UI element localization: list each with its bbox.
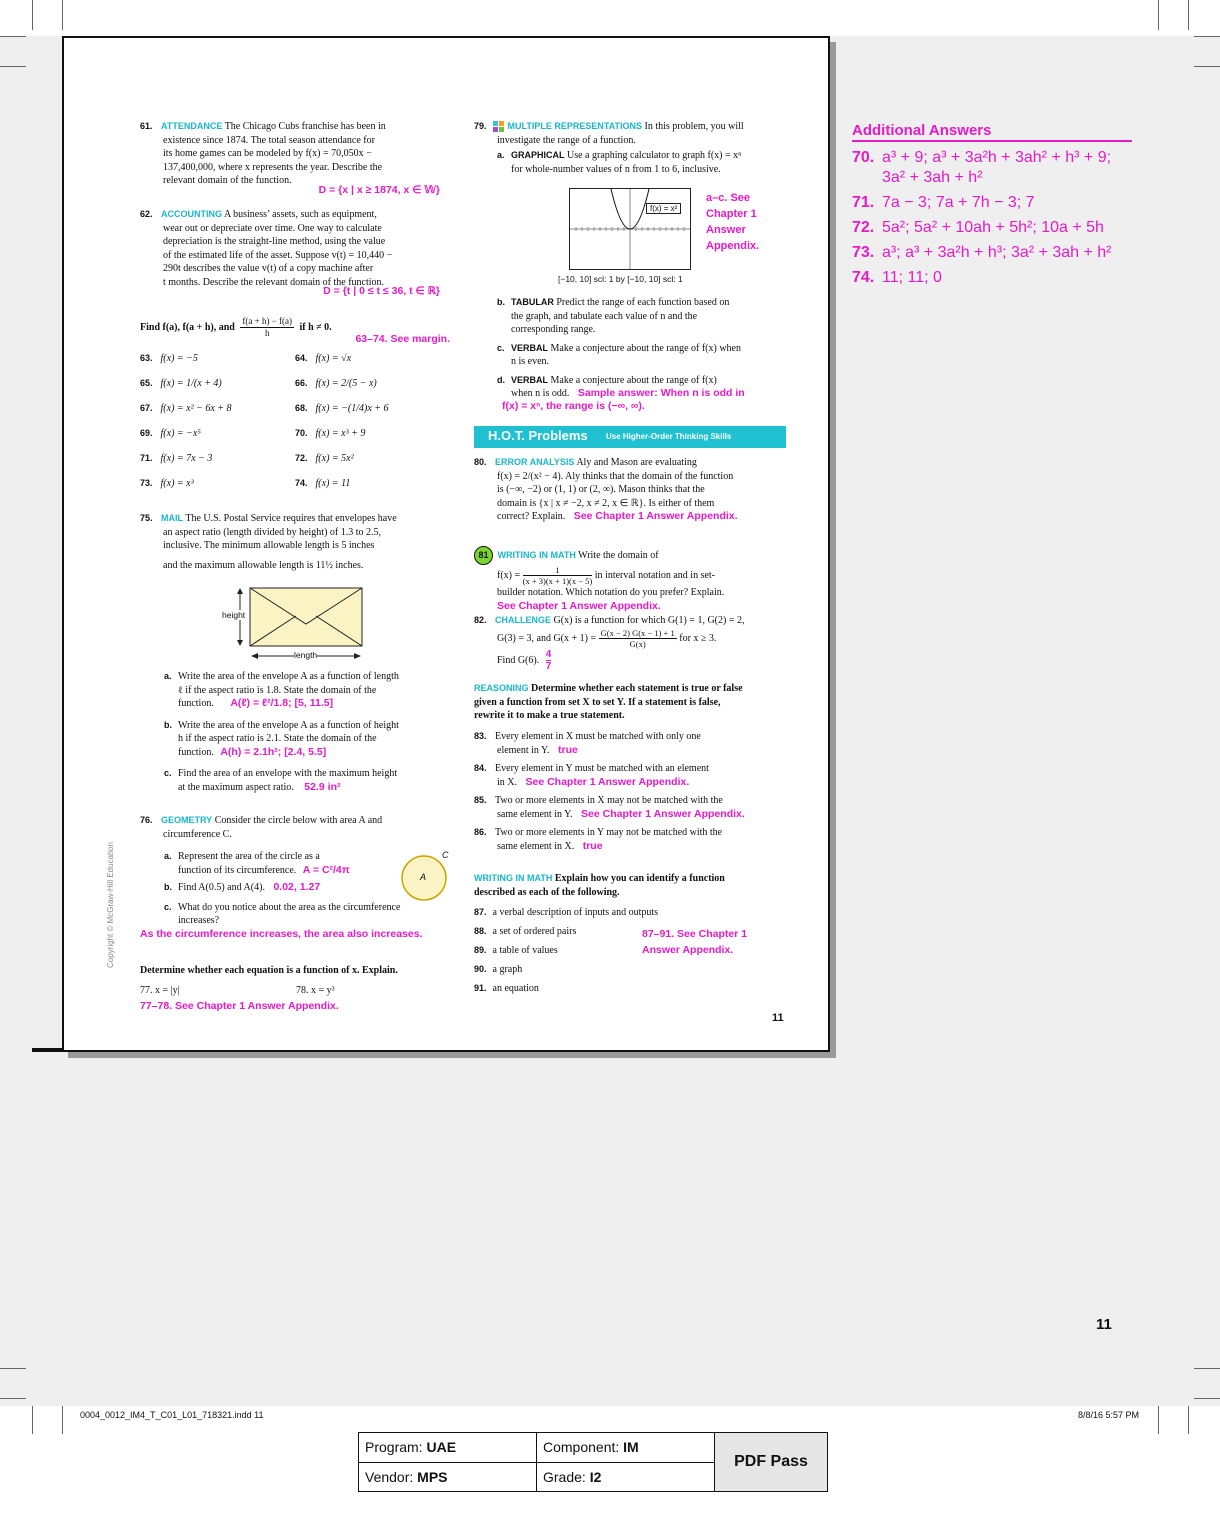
answer-63-74: 63–74. See margin. [355,333,450,345]
writing-in-math-instruction: WRITING IN MATH Explain how you can identify a function described as each of the following. [474,873,725,898]
reasoning-item: 86. Two or more elements in Y may not be matched with the same element in X. true [474,827,723,852]
writing-item: 90. a graph [474,964,523,975]
crop-mark [1158,1406,1159,1434]
circle-figure [394,846,454,902]
reasoning-item: 85. Two or more elements in X may not be matched with the same element in Y. See Chapter 1 Answer Appendix. [474,795,745,820]
problem-79: 79. MULTIPLE REPRESENTATIONS In this problem, you will investigate the range of a function. a. GRAPHICAL Use a graphing calculator to graph f(x) = xⁿ for whole-number values of n from 1 to 6, inclusive. [474,121,744,175]
exercise-item: 74. f(x) = 11 [295,478,351,489]
answer-75a: A(ℓ) = ℓ²/1.8; [5, 11.5] [230,697,334,709]
crop-mark [0,1368,26,1369]
multiple-representations-icon [493,121,505,132]
exercise-item: 73. f(x) = x³ [140,478,194,489]
writing-item: 89. a table of values [474,945,558,956]
answer-75c: 52.9 in² [304,780,341,793]
problem-81-badge: 81 [474,546,493,565]
answer-76c: As the circumference increases, the area also increases. [140,928,423,940]
page-left-edge [32,36,66,1052]
additional-answer-item: 74. 11; 11; 0 [852,269,942,286]
crop-mark [1188,0,1189,30]
equation-77: 77. x = |y| [140,985,180,996]
determine-instruction: Determine whether each equation is a function of x. Explain. [140,965,398,976]
problem-76: 76. GEOMETRY Consider the circle below with area A and circumference C. [140,815,383,840]
writing-item: 91. an equation [474,983,539,994]
additional-answer-item: 73. a³; a³ + 3a²h + h³; 3a² + 3ah + h² [852,244,1112,261]
problem-75-parts: a. Write the area of the envelope A as a function of length ℓ if the aspect ratio is 1.8. State the domain of the function. A(ℓ) = ℓ²/1.8; [5, 11.5] b. Write the area of the envelope A as a function of height h if the aspect ratio is 2.1. State the domain of the function. A(h) = 2.1h²; [2.4, 5.5] c. Find the area of an envelope with the maximum height at the maximum aspect ratio. 52.9 in² [164,671,399,793]
additional-answers-title: Additional Answers [852,122,1132,142]
answer-82: $\frac{4}{7}$ [545,648,552,672]
exercise-item: 66. f(x) = 2/(5 − x) [295,378,377,389]
answer-62: D = {t | 0 ≤ t ≤ 36, t ∈ ℝ} [323,285,440,297]
answer-79d-cont: f(x) = xⁿ, the range is (−∞, ∞). [502,400,645,412]
reasoning-instruction: REASONING Determine whether each statement is true or false given a function from set X to set Y. If a statement is false, rewrite it to make a true statement. [474,683,743,721]
answer-87-91: 87–91. See Chapter 1 Answer Appendix. [642,928,748,956]
graph-legend: f(x) = x² [646,203,681,214]
additional-answer-item: 71. 7a − 3; 7a + 7h − 3; 7 [852,194,1035,211]
additional-answer-item: 72. 5a²; 5a² + 10ah + 5h²; 10a + 5h [852,219,1104,236]
graph-window: [−10, 10] scl: 1 by [−10, 10] scl: 1 [558,274,683,284]
problem-76-parts: a. Represent the area of the circle as a function of its circumference. A = C²/4π b. Find A(0.5) and A(4). 0.02, 1.27 c. What do you notice about the area as the circumference increases? [164,851,401,926]
height-label: height [222,610,246,620]
circle-circumference-label: C [442,850,449,860]
problem-61: 61. ATTENDANCE The Chicago Cubs franchise has been in existence since 1874. The total season attendance for its home games can be modeled by f(x) = 70,050x − 137,400,000, where x represents the year. Describe the relevant domain of the function. D = {x | x ≥ 1874, x ∈ 𝕎} [140,121,440,196]
crop-mark [1194,36,1220,37]
answer-77-78: 77–78. See Chapter 1 Answer Appendix. [140,1000,339,1012]
reasoning-answer: true [582,839,603,852]
reasoning-answer: true [558,743,578,756]
crop-mark [0,1398,26,1399]
problem-82: 82. CHALLENGE G(x) is a function for which G(1) = 1, G(2) = 2, G(3) = 3, and G(x + 1) = $\frac{G(x - 2) G(x - 1) + 1}{G(x)}$ for x ≥ 3. Find G(6). $\frac{4}{7}$ [474,615,745,672]
reasoning-item: 83. Every element in X must be matched with only one element in Y. true [474,731,701,756]
answer-61: D = {x | x ≥ 1874, x ∈ 𝕎} [318,183,440,196]
exercise-item: 68. f(x) = −(1/4)x + 6 [295,403,389,414]
exercise-item: 65. f(x) = 1/(x + 4) [140,378,222,389]
answer-79d: Sample answer: When n is odd in [577,387,745,399]
envelope-figure [214,586,364,666]
additional-answer-item: 70. a³ + 9; a³ + 3a²h + 3ah² + h³ + 9; 3a² + 3ah + h² [852,149,1112,186]
problem-62: 62. ACCOUNTING A business’ assets, such as equipment, wear out or depreciate over time. One way to calculate depreciation is the straight-line method, using the value of the estimated life of the asset. Suppose v(t) = 10,440 − 290t describes the value v(t) of a copy machine after t months. Describe the relevant domain of the function. D = {t | 0 ≤ t ≤ 36, t ∈ ℝ} [140,209,440,297]
answer-79-ac: a–c. See Chapter 1 Answer Appendix. [706,192,760,252]
hot-title: H.O.T. Problems [488,428,588,443]
file-date: 8/8/16 5:57 PM [1078,1410,1140,1420]
textbook-page [62,36,830,1052]
slug-table: Program: UAE Component: IM PDF Pass Vendor: MPS Grade: I2 [358,1432,828,1492]
writing-item: 88. a set of ordered pairs [474,926,577,937]
answer-80: See Chapter 1 Answer Appendix. [573,510,738,522]
problem-79-bcd: b. TABULAR Predict the range of each function based on the graph, and tabulate each value of n and the corresponding range. c. VERBAL Make a conjecture about the range of f(x) when n is even. d. VERBAL Make a conjecture about the range of f(x) when n is odd. Sample answer: When n is odd in [497,297,745,399]
problem-75: 75. MAIL The U.S. Postal Service requires that envelopes have an aspect ratio (length divided by height) of 1.3 to 2.5, inclusive. The minimum allowable length is 5 inches and the maximum allowable length is 11½ inches. [140,513,397,571]
crop-mark [1188,1406,1189,1434]
exercise-item: 63. f(x) = −5 [140,353,198,364]
problem-81: 81 WRITING IN MATH Write the domain of f(x) = $\frac{1}{(x + 3)(x + 1)(x - 5)}$ in interval notation and in set- builder notation. Which notation do you prefer? Explain. See Chapter 1 Answer Appendix. [474,546,786,613]
student-page-number: 11 [772,1012,784,1024]
crop-mark [1158,0,1159,30]
crop-mark [62,0,63,30]
exercise-item: 72. f(x) = 5x² [295,453,354,464]
additional-answers [852,122,1132,293]
exercise-grid [140,352,440,502]
problem-80: 80. ERROR ANALYSIS Aly and Mason are evaluating f(x) = 2/(x² − 4). Aly thinks that the domain of the function is (−∞, −2) or (1, 1) or (2, ∞). Mason thinks that the domain is {x | x ≠ −2, x ≠ 2, x ∈ ℝ}. Is either of them correct? Explain. See Chapter 1 Answer Appendix. [474,457,738,522]
crop-mark [1194,66,1220,67]
exercise-item: 67. f(x) = x² − 6x + 8 [140,403,232,414]
teacher-page-number: 11 [1096,1316,1112,1333]
exercise-item: 64. f(x) = √x [295,353,352,364]
hot-subtitle: Use Higher-Order Thinking Skills [606,432,732,441]
answer-76b: 0.02, 1.27 [273,881,321,893]
reasoning-item: 84. Every element in Y must be matched with an element in X. See Chapter 1 Answer Appendix. [474,763,709,788]
answer-76a: A = C²/4π [302,863,350,876]
crop-mark [62,1406,63,1434]
parabola-graph [570,189,690,269]
reasoning-answer: See Chapter 1 Answer Appendix. [581,807,745,820]
equation-78: 78. x = y³ [296,985,335,996]
additional-answers-list [852,148,1132,288]
exercise-item: 70. f(x) = x³ + 9 [295,428,366,439]
file-name: 0004_0012_IM4_T_C01_L01_718321.indd 11 [80,1410,264,1420]
answer-75b: A(h) = 2.1h²; [2.4, 5.5] [220,745,327,758]
find-instruction: Find f(a), f(a + h), and $\frac{f(a + h) - f(a)}{h}$ if h ≠ 0. 63–74. See margin. [140,316,450,345]
crop-mark [32,1406,33,1434]
envelope-icon [214,586,364,666]
length-label: length [294,650,318,660]
problem-label: ATTENDANCE [161,121,223,131]
crop-mark [0,66,26,67]
exercise-item: 69. f(x) = −x⁵ [140,428,201,439]
answer-81: See Chapter 1 Answer Appendix. [497,599,661,612]
crop-mark [0,36,26,37]
circle-area-label: A [420,872,427,882]
copyright-note: Copyright © McGraw-Hill Education [106,842,115,968]
crop-mark [1194,1368,1220,1369]
exercise-item: 71. f(x) = 7x − 3 [140,453,213,464]
crop-mark [1194,1398,1220,1399]
crop-mark [32,0,33,30]
page-bottom-edge [32,1048,64,1052]
writing-item: 87. a verbal description of inputs and outputs [474,907,659,918]
reasoning-answer: See Chapter 1 Answer Appendix. [525,775,690,788]
hot-problems-banner [474,426,786,448]
pdf-pass: PDF Pass [715,1433,828,1492]
calculator-graph [569,188,691,270]
